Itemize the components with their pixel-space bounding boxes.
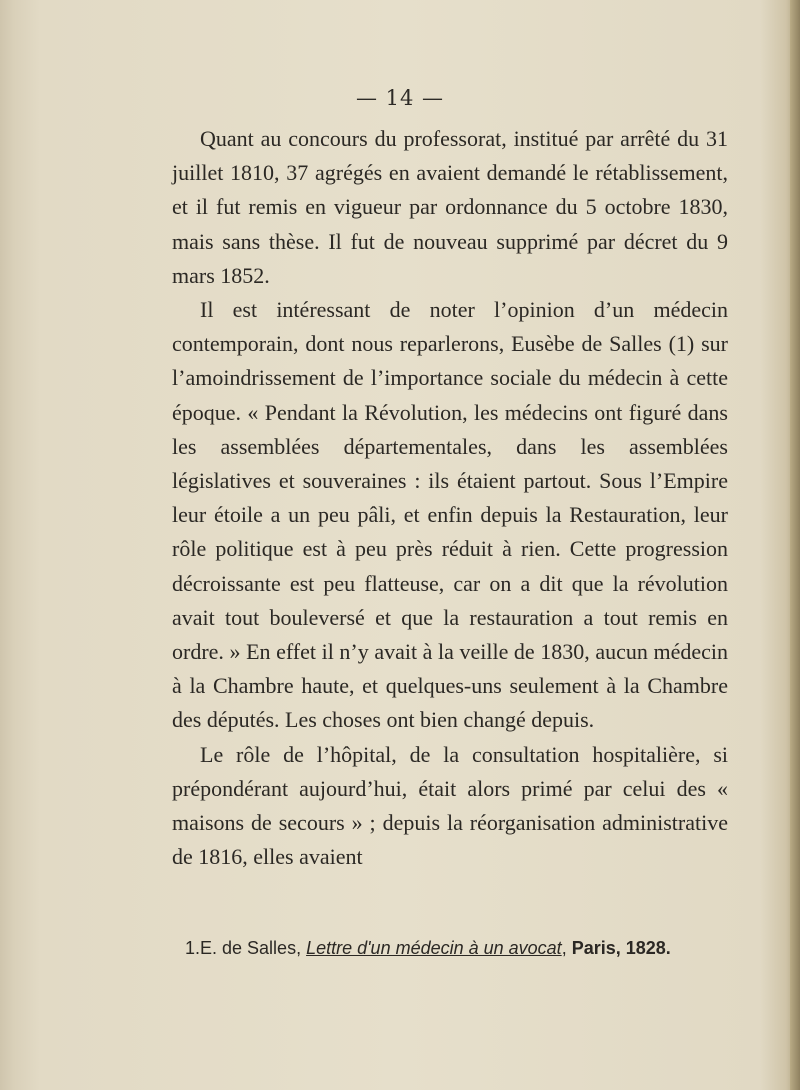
- page-number: — 14 —: [355, 86, 445, 110]
- paragraph-2: Il est intéressant de noter l’opinion d’un médecin contemporain, dont nous reparlerons, Eusèbe de Salles (1) sur l’amoindrissement de l’importance sociale du médecin à cette époque. « Pendant la Révolution, les médecins ont figuré dans les assemblées départementales, dans les assemblées législatives et souveraines : ils étaient partout. Sous l’Empire leur étoile a un peu pâli, et enfin depuis la Restauration, leur rôle politique est à peu près réduit à rien. Cette progression décroissante est peu flatteuse, car on a dit que la révolution avait tout bouleversé et que la restauration a tout remis en ordre. » En effet il n’y avait à la veille de 1830, aucun médecin à la Chambre haute, et quelques-uns seulement à la Chambre des députés. Les choses ont bien changé depuis.: [172, 297, 728, 733]
- footnote-city: Paris, 1828.: [571, 938, 671, 958]
- body-text: [172, 122, 728, 874]
- footnote-marker: 1.E. de Salles,: [185, 938, 307, 958]
- paragraph-3: Le rôle de l’hôpital, de la consultation hospitalière, si prépondérant aujourd’hui, était alors primé par celui des « maisons de secours » ; depuis la réorganisation administrative de 1816, elles avaient: [172, 741, 728, 870]
- footnote-comma: ,: [561, 938, 572, 958]
- paragraph-1: Quant au concours du professorat, institué par arrêté du 31 juillet 1810, 37 agrégés en avaient demandé le rétablissement, et il fut remis en vigueur par ordonnance du 5 octobre 1830, mais sans thèse. Il fut de nouveau supprimé par décret du 9 mars 1852.: [172, 126, 728, 288]
- footnote-title: Lettre d'un médecin à un avocat: [306, 938, 562, 958]
- page-edge: [790, 0, 800, 1090]
- footnote: [185, 938, 745, 959]
